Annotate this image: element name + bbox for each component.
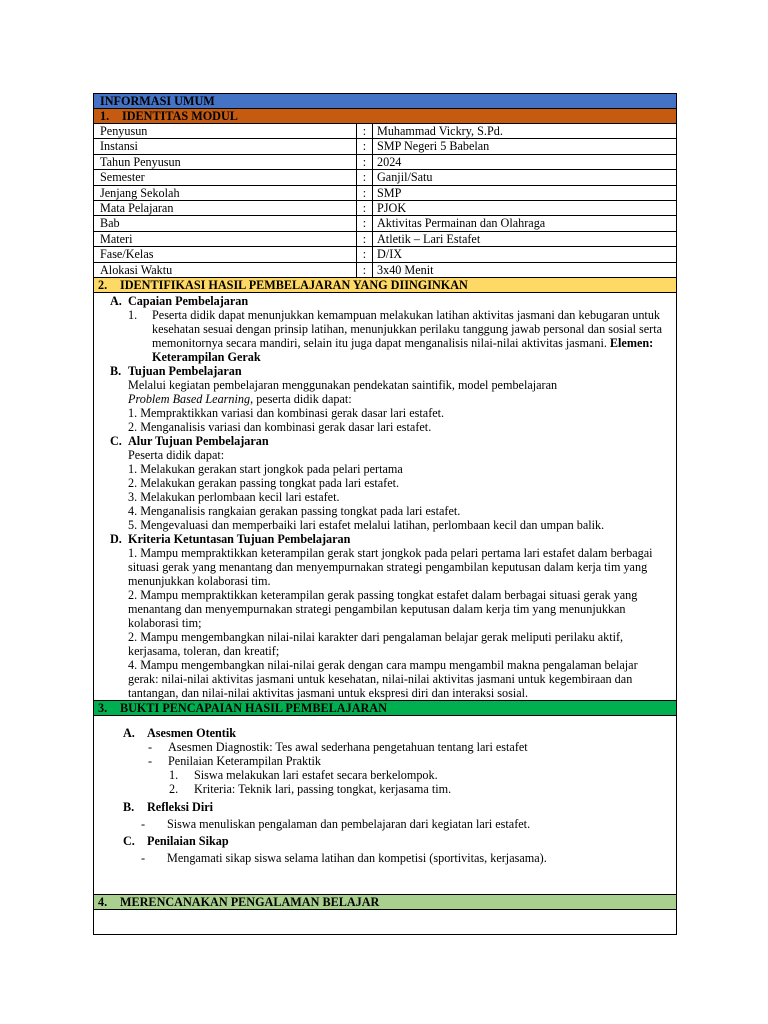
identity-colon: :	[357, 263, 373, 277]
tp-intro: Melalui kegiatan pembelajaran menggunakan pendekatan saintifik, model pembelajaran Problem Based Learning, peserta didik dapat:	[128, 377, 558, 406]
section-2-body	[94, 293, 676, 701]
identity-row	[94, 186, 676, 201]
identity-key: Penyusun	[94, 124, 357, 138]
identity-key: Materi	[94, 232, 357, 246]
list-intro: Peserta didik dapat:	[128, 447, 225, 462]
identity-colon: :	[357, 155, 373, 169]
identity-colon: :	[357, 247, 373, 261]
identity-row	[94, 247, 676, 262]
atp-list	[110, 448, 668, 532]
assessment-b-heading: B. Refleksi Diri	[123, 799, 214, 814]
subsection-d-heading: D. Kriteria Ketuntasan Tujuan Pembelajaran	[110, 531, 351, 546]
identity-row	[94, 232, 676, 247]
list-item: - Siswa menuliskan pengalaman dan pembelajaran dari kegiatan lari estafet.	[141, 816, 531, 831]
identity-row	[94, 170, 676, 185]
identity-key: Tahun Penyusun	[94, 155, 357, 169]
identity-colon: :	[357, 124, 373, 138]
identity-key: Fase/Kelas	[94, 247, 357, 261]
identity-key: Mata Pelajaran	[94, 201, 357, 215]
identity-row	[94, 139, 676, 154]
identity-colon: :	[357, 232, 373, 246]
identity-value: 3x40 Menit	[377, 262, 434, 277]
identity-value: SMP	[377, 185, 402, 200]
list-item: 5. Mengevaluasi dan memperbaiki lari estafet melalui latihan, perlombaan kecil dan umpan balik.	[128, 517, 605, 532]
identity-value: PJOK	[377, 200, 407, 215]
list-item: 2. Menganalisis variasi dan kombinasi gerak dasar lari estafet.	[128, 419, 432, 434]
identity-value: SMP Negeri 5 Babelan	[377, 139, 490, 154]
identity-key: Instansi	[94, 139, 357, 153]
identity-value: Ganjil/Satu	[377, 170, 433, 185]
list-item: - Mengamati sikap siswa selama latihan dan kompetisi (sportivitas, kerjasama).	[141, 850, 547, 865]
identity-colon: :	[357, 216, 373, 230]
section-3-body	[94, 716, 676, 895]
list-item: 1. Mampu mempraktikkan keterampilan gerak start jongkok pada pelari pertama lari estafet dalam berbagai situasi gerak yang menantang dan menyempurnakan strategi pengambilan keputusan dalam kerja tim yang menunjukkan kolaborasi tim.	[128, 545, 653, 588]
section-1-header: 1. IDENTITAS MODUL	[94, 109, 676, 124]
subsection-c-heading: C. Alur Tujuan Pembelajaran	[110, 433, 269, 448]
header-general-info: INFORMASI UMUM	[94, 94, 676, 109]
identity-row	[94, 216, 676, 231]
kktp-list	[110, 546, 668, 700]
list-item: 2. Mampu mempraktikkan keterampilan gerak passing tongkat estafet dalam berbagai situasi gerak yang menantang dan menyempurnakan strategi pengambilan keputusan dalam kerja tim yang menunjukkan kolaborasi tim;	[128, 587, 638, 630]
list-item: 2. Mampu mengembangkan nilai-nilai karakter dari pengalaman belajar gerak meliputi perilaku aktif, kerjasama, toleran, dan kreatif;	[128, 629, 624, 658]
identity-table	[94, 124, 676, 278]
identity-value: Aktivitas Permainan dan Olahraga	[377, 216, 546, 231]
section-2-header: 2. IDENTIFIKASI HASIL PEMBELAJARAN YANG DIINGINKAN	[94, 278, 676, 293]
list-item: - Penilaian Keterampilan Praktik	[148, 753, 321, 768]
subsection-b-heading: B. Tujuan Pembelajaran	[110, 363, 242, 378]
identity-row	[94, 201, 676, 216]
identity-row	[94, 263, 676, 278]
identity-colon: :	[357, 201, 373, 215]
list-item: 2. Kriteria: Teknik lari, passing tongkat, kerjasama tim.	[169, 781, 452, 796]
tp-list	[110, 406, 668, 434]
identity-key: Alokasi Waktu	[94, 263, 357, 277]
identity-value: Muhammad Vickry, S.Pd.	[377, 124, 503, 138]
identity-row	[94, 155, 676, 170]
list-item: 1. Mempraktikkan variasi dan kombinasi gerak dasar lari estafet.	[128, 405, 445, 420]
identity-key: Semester	[94, 170, 357, 184]
identity-colon: :	[357, 139, 373, 153]
list-item: 2. Melakukan gerakan passing tongkat pada lari estafet.	[128, 475, 400, 490]
identity-colon: :	[357, 170, 373, 184]
identity-value: D/IX	[377, 247, 403, 262]
assessment-c-heading: C. Penilaian Sikap	[123, 833, 229, 848]
list-item: 4. Mampu mengembangkan nilai-nilai gerak dengan cara mampu mengambil makna pengalaman belajar gerak: nilai-nilai aktivitas jasmani untuk kesehatan, nilai-nilai aktivitas jasmani untuk kegembiraan dan tantangan, dan nilai-nilai aktivitas jasmani untuk ekspresi diri dan interaksi sosial.	[128, 657, 638, 700]
module-document	[93, 93, 677, 935]
identity-row	[94, 124, 676, 139]
list-item: 4. Menganalisis rangkaian gerakan passing tongkat pada lari estafet.	[128, 503, 461, 518]
identity-value: Atletik – Lari Estafet	[377, 231, 481, 246]
section-4-header: 4. MERENCANAKAN PENGALAMAN BELAJAR	[94, 895, 676, 910]
list-item: - Asesmen Diagnostik: Tes awal sederhana pengetahuan tentang lari estafet	[148, 739, 528, 754]
assessment-a-heading: A. Asesmen Otentik	[123, 725, 237, 740]
identity-value: 2024	[377, 154, 402, 169]
identity-colon: :	[357, 186, 373, 200]
list-item: 1. Melakukan gerakan start jongkok pada pelari pertama	[128, 461, 403, 476]
section-4-body	[94, 910, 676, 934]
identity-key: Jenjang Sekolah	[94, 186, 357, 200]
list-item: 1. Siswa melakukan lari estafet secara berkelompok.	[169, 767, 438, 782]
cp-item: 1. Peserta didik dapat menunjukkan kemampuan melakukan latihan aktivitas jasmani dan kebugaran untuk kesehatan sesuai dengan prinsip latihan, menunjukkan perilaku tanggung jawab personal dan sosial serta memonitornya secara mandiri, selain itu juga dapat menganalisis nilai-nilai aktivitas jasmani. Elemen: Keterampilan Gerak	[128, 307, 663, 364]
section-3-header: 3. BUKTI PENCAPAIAN HASIL PEMBELAJARAN	[94, 701, 676, 716]
subsection-a-heading: A. Capaian Pembelajaran	[110, 293, 249, 308]
list-item: 3. Melakukan perlombaan kecil lari estafet.	[128, 489, 340, 504]
identity-key: Bab	[94, 216, 357, 230]
